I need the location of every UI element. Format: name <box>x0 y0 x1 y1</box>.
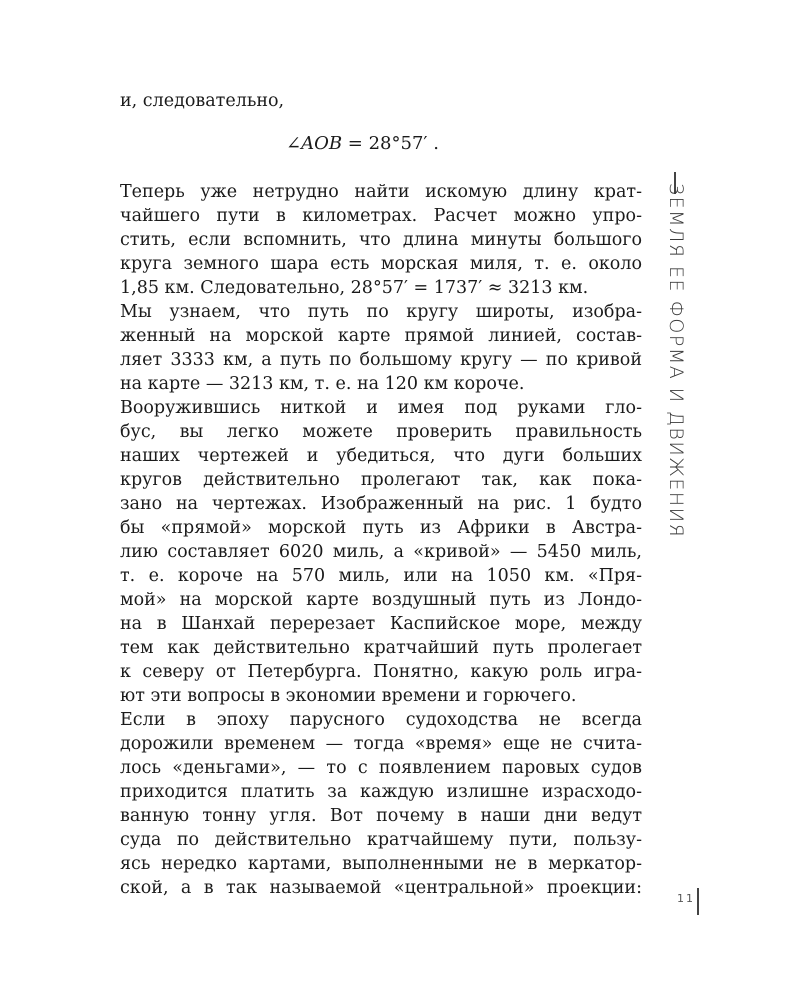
text-line: лию составляет 6020 миль, а «кривой» — 5450 миль, <box>120 542 642 562</box>
text-line: мой» на морской карте воздушный путь из Лондо- <box>120 590 642 610</box>
text-line: ской, а в так называемой «центральной» проекции: <box>120 878 642 898</box>
text-line: тем как действительно кратчайший путь пролегает <box>120 638 642 658</box>
text-line: Теперь уже нетрудно найти искомую длину крат- <box>120 182 642 202</box>
text-line: женный на морской карте прямой линией, состав- <box>120 326 642 346</box>
text-line: лось «деньгами», — то с появлением паровых судов <box>120 758 642 778</box>
text-line: на в Шанхай перерезает Каспийское море, между <box>120 614 642 634</box>
text-line: т. е. короче на 570 миль, или на 1050 км. «Пря- <box>120 566 642 586</box>
text-line: наших чертежей и убедиться, что дуги больших <box>120 446 642 466</box>
text-line: круга земного шара есть морская миля, т. е. около <box>120 254 642 274</box>
text-line: ляет 3333 км, а путь по большому кругу — по кривой <box>120 350 642 370</box>
text-line: суда по действительно кратчайшему пути, пользу- <box>120 830 642 850</box>
running-title: ЗЕМЛЯ ЕЕ ФОРМА И ДВИЖЕНИЯ <box>665 183 687 539</box>
text-line: приходится платить за каждую излишне израсходо- <box>120 782 642 802</box>
angle-name: AOB <box>301 133 343 154</box>
text-line: Если в эпоху парусного судоходства не всегда <box>120 710 642 730</box>
text-line: Мы узнаем, что путь по кругу широты, изобра- <box>120 302 642 322</box>
angle-value: = 28°57′ . <box>342 133 439 154</box>
intro-line: и, следовательно, <box>120 91 285 111</box>
text-line: чайшего пути в километрах. Расчет можно упро- <box>120 206 642 226</box>
text-line: ванную тонну угля. Вот почему в наши дни ведут <box>120 806 642 826</box>
text-line: зано на чертежах. Изображенный на рис. 1 будто <box>120 494 642 514</box>
text-line: бы «прямой» морской путь из Африки в Австра- <box>120 518 642 538</box>
text-line: бус, вы легко можете проверить правильность <box>120 422 642 442</box>
page-number: 11 <box>677 892 695 905</box>
angle-formula <box>120 130 642 158</box>
text-line: дорожили временем — тогда «время» еще не счита- <box>120 734 642 754</box>
text-line: 1,85 км. Следовательно, 28°57′ = 1737′ ≈ 3213 км. <box>120 278 589 298</box>
text-line: на карте — 3213 км, т. е. на 120 км короче. <box>120 374 525 394</box>
page-number-rule <box>697 888 699 915</box>
text-line: кругов действительно пролегают так, как пока- <box>120 470 642 490</box>
angle-symbol: ∠ <box>286 133 302 154</box>
text-line: ясь нередко картами, выполненными не в меркатор- <box>120 854 642 874</box>
text-line: ют эти вопросы в экономии времени и горючего. <box>120 686 577 706</box>
text-line: к северу от Петербурга. Понятно, какую роль игра- <box>120 662 642 682</box>
text-line: стить, если вспомнить, что длина минуты большого <box>120 230 642 250</box>
text-line: Вооружившись ниткой и имея под руками гло- <box>120 398 642 418</box>
